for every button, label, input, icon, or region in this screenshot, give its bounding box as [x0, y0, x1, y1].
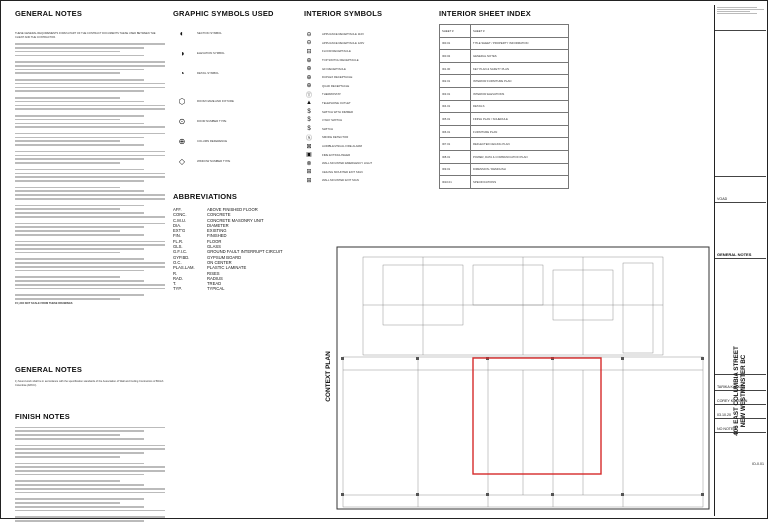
- text-line: [15, 248, 144, 250]
- general-notes-body: [15, 43, 165, 300]
- interior-symbol-label: SMOKE DETECTOR: [322, 135, 349, 140]
- text-line: [15, 434, 120, 436]
- text-line: [15, 115, 144, 117]
- text-line: [15, 480, 120, 482]
- highlighted-unit: [473, 358, 601, 474]
- sheet-title-cell: KEY PLAN & SAFETY PLAN: [471, 62, 569, 75]
- interior-symbol-item: [304, 73, 416, 82]
- text-line: [15, 258, 144, 260]
- general-notes-column: [15, 9, 165, 524]
- abbreviation-meaning: DIAMETER: [207, 222, 229, 228]
- text-line: [15, 87, 165, 89]
- interior-symbol-label: FIRE EXTINGUISHER: [322, 152, 351, 157]
- interior-symbol-label: SWITCH WITH DIMMER: [322, 109, 354, 114]
- abbreviation-meaning: CONCRETE: [207, 212, 231, 218]
- section-symbol-icon: ◐: [179, 28, 185, 38]
- text-line: [15, 83, 165, 85]
- interior-symbol-label: WALL MOUNTED EXIT SIGN: [322, 178, 359, 183]
- abbreviation-code: O.C.: [173, 259, 182, 265]
- graphic-symbols-title: GRAPHIC SYMBOLS USED: [173, 9, 274, 18]
- text-line: [15, 43, 165, 45]
- text-line: [15, 280, 144, 282]
- sheet-title-cell: FURNITURE PLAN: [471, 125, 569, 138]
- project-address: [714, 331, 765, 451]
- text-line: [15, 101, 144, 103]
- sheet-title-cell: DIMENSION / DEMOLISH: [471, 163, 569, 176]
- interior-symbol-item: [304, 125, 416, 134]
- interior-symbol-label: QUAD RECEPTACLE: [322, 83, 350, 88]
- designer-name: TARIKA KAKKAR: [715, 375, 766, 391]
- interior-symbol-item: [304, 39, 416, 48]
- abbreviation-meaning: RADIUS: [207, 275, 223, 281]
- address-line-1: 406 EAST COLUMBIA STREET: [732, 346, 740, 436]
- sheet-title-cell: SPECIFICATIONS: [471, 176, 569, 189]
- receptacle-icon: ⊕: [306, 74, 312, 81]
- table-row: [440, 125, 569, 138]
- text-line: [15, 69, 144, 71]
- text-line: [15, 216, 165, 218]
- drawing-scale: NO NOTED: [715, 419, 766, 433]
- sheet-number-cell: ID3.01: [440, 87, 471, 100]
- abbreviation-code: RAD.: [173, 275, 184, 281]
- sheet-number-cell: ID0.02: [440, 50, 471, 63]
- graphic-symbol-label: DETAIL SYMBOL: [197, 71, 219, 75]
- interior-symbol-label: TOP SWITCH RECEPTACLE: [322, 58, 359, 63]
- general-notes-intro: THESE GENERAL REQUIREMENTS FORM A PART OF THE CONTRACT DOCUMENTS THESE USED BETWEEN THE CLIENT AND THE CONTRACTOR.: [15, 32, 156, 39]
- abbreviation-code: DIA.: [173, 222, 182, 228]
- smoke-detector-icon: Ⓢ: [305, 135, 312, 142]
- floor-receptacle-icon: ⊟: [306, 48, 312, 55]
- table-row: [440, 113, 569, 126]
- table-row: [440, 37, 569, 50]
- graphic-symbol-item: [173, 154, 288, 168]
- receptacle-icon: ⊕: [306, 57, 312, 64]
- text-line: [15, 137, 144, 139]
- abbreviation-meaning: RISES: [207, 270, 220, 276]
- interior-symbol-item: [304, 133, 416, 142]
- text-line: [15, 262, 165, 264]
- interior-symbol-item: [304, 56, 416, 65]
- text-line: [15, 430, 144, 432]
- abbreviation-code: C.M.U.: [173, 217, 187, 223]
- sheet-title: GENERAL NOTES: [715, 203, 766, 259]
- finish-notes-title: FINISH NOTES: [15, 411, 70, 421]
- receptacle-icon: ⊕: [306, 83, 312, 90]
- text-line: [15, 234, 144, 236]
- graphic-symbol-item: [173, 26, 288, 40]
- text-line: [15, 208, 120, 210]
- receptacle-icon: ⊕: [306, 66, 312, 73]
- abbreviation-code: TYP.: [173, 286, 182, 292]
- graphic-symbol-label: WINDOW NUMBER TYPE: [197, 159, 231, 163]
- interior-symbol-label: APPLIANCE RECEPTACLE 110V: [322, 32, 365, 37]
- interior-symbol-item: [304, 116, 416, 125]
- text-line: [15, 520, 144, 522]
- text-line: [15, 241, 165, 243]
- text-line: [15, 276, 120, 278]
- sheet-title-cell: REFLECTED CEILING PLAN: [471, 138, 569, 151]
- sheet-number: ID-0.01: [752, 462, 764, 466]
- text-line: [15, 72, 120, 74]
- abbreviation-code: GLS.: [173, 244, 183, 250]
- interior-symbol-item: [304, 168, 416, 177]
- text-line: [15, 90, 144, 92]
- abbreviation-code: EXT'G: [173, 228, 186, 234]
- table-row: [440, 75, 569, 88]
- text-line: [15, 155, 165, 157]
- project-name: VOAD: [715, 177, 766, 203]
- table-row: [440, 62, 569, 75]
- interior-symbol-item: [304, 64, 416, 73]
- interior-symbol-item: [304, 30, 416, 39]
- table-row: [440, 87, 569, 100]
- duplex-receptacle-icon: ⊖: [306, 31, 312, 38]
- interior-symbol-label: APPLIANCE RECEPTACLE 120V: [322, 40, 365, 45]
- abbreviation-meaning: FLOOR: [207, 238, 222, 244]
- table-row: [440, 138, 569, 151]
- abbreviation-meaning: GLASS: [207, 244, 221, 250]
- interior-symbol-item: [304, 90, 416, 99]
- column-reference-icon: ⊕: [178, 136, 186, 146]
- sheet-index-header: [440, 25, 569, 38]
- window-number-icon: ◇: [178, 156, 186, 166]
- abbreviation-meaning: GROUND FAULT INTERRUPT CIRCUIT: [207, 249, 283, 255]
- interior-symbol-label: DUPLEX RECEPTACLE: [322, 75, 353, 80]
- graphic-symbol-item: [173, 66, 288, 80]
- sheet-index-title: INTERIOR SHEET INDEX: [439, 9, 531, 18]
- interior-symbol-label: 3 WAY SWITCH: [322, 118, 343, 123]
- text-line: [15, 144, 144, 146]
- text-line: [15, 244, 165, 246]
- graphic-symbol-label: SECTION SYMBOL: [197, 31, 222, 35]
- interior-symbol-item: [304, 142, 416, 151]
- text-line: [15, 123, 144, 125]
- sheet-title-cell: TITLE SHEET / PROPERTY INFORMATION: [471, 37, 569, 50]
- text-line: [15, 488, 165, 490]
- duplex-receptacle-icon: ⊖: [306, 40, 312, 47]
- table-row: [440, 163, 569, 176]
- exit-sign-icon: ⊞: [306, 169, 312, 176]
- sheet-title-cell: INTERIOR ELEVATIONS: [471, 87, 569, 100]
- text-line: [15, 484, 144, 486]
- text-line: [15, 105, 165, 107]
- text-line: [15, 474, 144, 476]
- graphic-symbol-label: COLUMN REFERENCE: [197, 139, 228, 143]
- text-line: [15, 162, 120, 164]
- text-line: [15, 438, 144, 440]
- switch-icon: $: [307, 108, 311, 115]
- abbreviation-meaning: PLASTIC LAMINATE: [207, 265, 247, 271]
- sheet-number-cell: ID1.00: [440, 62, 471, 75]
- text-line: [15, 169, 144, 171]
- text-line: [15, 79, 144, 81]
- text-line: [15, 140, 120, 142]
- thermostat-icon: Ⓣ: [305, 92, 312, 99]
- interior-symbol-item: [304, 107, 416, 116]
- interior-symbol-item: [304, 82, 416, 91]
- text-line: [15, 445, 165, 447]
- sheet-index-header-cell: SHEET #: [440, 25, 471, 38]
- abbreviations-list: [173, 207, 288, 292]
- text-line: [15, 151, 165, 153]
- abbreviation-meaning: ABOVE FINISHED FLOOR: [207, 207, 258, 212]
- text-line: [15, 516, 165, 518]
- text-line: [15, 198, 165, 200]
- sheet-index-table: [439, 24, 569, 189]
- text-line: [15, 427, 165, 429]
- door-number-icon: ⊙: [178, 116, 186, 126]
- fire-alarm-icon: ⊠: [306, 143, 312, 150]
- text-line: [15, 212, 144, 214]
- text-line: [15, 65, 165, 67]
- text-line: [15, 506, 144, 508]
- graphic-symbol-label: DOOR NUMBER TYPE: [197, 119, 227, 123]
- text-line: [15, 456, 120, 458]
- text-line: [15, 498, 144, 500]
- switch-icon: $: [307, 125, 311, 132]
- general-notes-2-body: 1) Sound work shall be in accordance with the specification standards of the Association of Wall and Ceiling Contractors of British Columbia (AWCC).: [15, 380, 164, 388]
- text-line: [15, 288, 165, 290]
- interior-symbol-item: [304, 159, 416, 168]
- abbreviation-code: R.: [173, 270, 178, 276]
- detail-symbol-icon: ◔: [179, 68, 185, 78]
- text-line: [15, 502, 120, 504]
- text-line: [15, 108, 165, 110]
- exit-sign-icon: ⊞: [306, 177, 312, 184]
- abbreviation-meaning: CONCRETE MASONRY UNIT: [207, 217, 264, 223]
- sheet-number-cell: ID5.01: [440, 113, 471, 126]
- graphic-symbol-label: ELEVATION SYMBOL: [197, 51, 225, 55]
- table-row: [440, 50, 569, 63]
- sheet-number-cell: ID8.01: [440, 150, 471, 163]
- interior-symbols-column: [304, 9, 416, 185]
- interior-symbol-item: [304, 99, 416, 108]
- abbreviation-code: CONC.: [173, 212, 187, 218]
- abbreviation-code: FL.R.: [173, 238, 184, 244]
- text-line: [15, 194, 165, 196]
- abbreviation-code: T.: [173, 281, 177, 287]
- text-line: [15, 97, 120, 99]
- interior-symbol-label: AUDIBLE/VISUAL FIRE ALARM: [322, 144, 362, 149]
- interior-symbol-item: [304, 47, 416, 56]
- text-line: [15, 205, 144, 207]
- general-notes-2-title: GENERAL NOTES: [15, 365, 83, 375]
- text-line: [15, 463, 144, 465]
- interior-symbol-item: [304, 150, 416, 159]
- text-line: [15, 510, 165, 512]
- general-notes-last: 15.) DO NOT SCALE FROM THESE DRAWINGS: [15, 301, 73, 305]
- switch-icon: $: [307, 117, 311, 124]
- sheet-number-cell: ID6.01: [440, 125, 471, 138]
- abbreviation-code: G.F.I.C.: [173, 249, 188, 255]
- text-line: [15, 126, 165, 128]
- text-line: [15, 190, 144, 192]
- interior-symbol-label: CEILING MOUNTED EXIT SIGN: [322, 169, 363, 174]
- text-line: [15, 270, 144, 272]
- interior-symbol-label: WALL MOUNTED EMERGENCY LIGHT: [322, 161, 373, 166]
- text-line: [15, 119, 120, 121]
- text-line: [15, 51, 120, 53]
- sheet-title-cell: POWER, DATA & COMMUNICATION PLAN: [471, 150, 569, 163]
- abbreviation-meaning: EXISTING: [207, 228, 227, 234]
- graphic-symbol-label: ROOM NAME AND FIXTURE: [197, 99, 234, 103]
- text-line: [15, 176, 165, 178]
- graphic-symbols-list: [173, 26, 288, 168]
- drawing-date: 03.10.20: [715, 405, 766, 419]
- reviewer-name: COREY KLASSEN: [715, 391, 766, 405]
- text-line: [15, 55, 144, 57]
- context-plan-drawing: [323, 245, 711, 511]
- sheet-number-cell: ID2.01: [440, 75, 471, 88]
- interior-symbol-label: GFI RECEPTACLE: [322, 66, 346, 71]
- sheet-title-cell: DETAILS: [471, 100, 569, 113]
- address-line-2: NEW WESTMINSTER BC: [739, 354, 747, 428]
- text-line: [15, 294, 144, 296]
- interior-symbol-label: TELEPHONE OUTLET: [322, 101, 351, 106]
- abbreviation-code: AFF.: [173, 207, 182, 212]
- abbreviation-code: FIN.: [173, 233, 181, 239]
- interior-symbol-label: FLOOR RECEPTACLE: [322, 49, 351, 54]
- text-line: [15, 173, 165, 175]
- interior-symbol-label: SWITCH: [322, 126, 334, 131]
- sheet-number-cell: ID9.01: [440, 163, 471, 176]
- interior-symbol-label: THERMOSTAT: [322, 92, 341, 97]
- sheet-number-cell: ID4.01: [440, 100, 471, 113]
- sheet-number-cell: ID7.01: [440, 138, 471, 151]
- context-plan-label: CONTEXT PLAN: [324, 350, 332, 402]
- graphic-symbol-item: [173, 46, 288, 60]
- text-line: [15, 452, 144, 454]
- sheet-index-header-cell: SHEET #: [471, 25, 569, 38]
- graphic-symbols-column: [173, 9, 288, 292]
- table-row: [440, 176, 569, 189]
- abbreviation-meaning: TREAD: [207, 281, 222, 287]
- text-line: [15, 466, 165, 468]
- text-line: [15, 133, 165, 135]
- graphic-symbol-item: [173, 94, 288, 108]
- sheet-number-cell: ID10.01: [440, 176, 471, 189]
- telephone-icon: ▲: [306, 100, 312, 107]
- sheet-title-cell: INTERIOR FURNITURE PLAN: [471, 75, 569, 88]
- title-block-revisions: [715, 31, 766, 177]
- sheet-title-cell: FINISH PLAN / SCHEDULE: [471, 113, 569, 126]
- emergency-light-icon: ⊗: [306, 160, 312, 167]
- abbreviation-meaning: ON CENTER: [207, 259, 232, 265]
- title-block-disclaimer: [715, 5, 766, 31]
- abbreviations-title: ABBREVIATIONS: [173, 192, 238, 201]
- abbreviation-meaning: GYPSUM BOARD: [207, 254, 242, 260]
- text-line: [15, 226, 144, 228]
- table-row: [440, 150, 569, 163]
- text-line: [15, 492, 165, 494]
- interior-symbol-item: [304, 176, 416, 185]
- text-line: [15, 448, 165, 450]
- text-line: [15, 266, 165, 268]
- text-line: [15, 180, 144, 182]
- interior-symbols-title: INTERIOR SYMBOLS: [304, 9, 383, 18]
- table-row: [440, 100, 569, 113]
- text-line: [15, 298, 120, 300]
- sheet-number-cell: ID0.01: [440, 37, 471, 50]
- fire-sprinkler-icon: ▣: [306, 152, 312, 159]
- graphic-symbol-item: [173, 134, 288, 148]
- text-line: [15, 158, 144, 160]
- interior-symbols-list: [304, 30, 416, 185]
- text-line: [15, 223, 165, 225]
- finish-notes-body: [15, 427, 165, 522]
- elevation-symbol-icon: ◑: [179, 48, 185, 58]
- text-line: [15, 187, 120, 189]
- text-line: [15, 252, 120, 254]
- text-line: [15, 47, 144, 49]
- abbreviation-meaning: TYPICAL: [207, 286, 225, 292]
- text-line: [15, 284, 165, 286]
- abbreviation-meaning: FINISHED: [207, 233, 227, 239]
- sheet-title-cell: GENERAL NOTES: [471, 50, 569, 63]
- graphic-symbol-item: [173, 114, 288, 128]
- room-number-icon: ⬡: [178, 96, 186, 106]
- general-notes-title: GENERAL NOTES: [15, 9, 83, 18]
- sheet-index-column: [439, 9, 569, 189]
- text-line: [15, 470, 165, 472]
- abbreviation-code: PLAS.LAM.: [173, 265, 195, 271]
- text-line: [15, 230, 120, 232]
- text-line: [15, 61, 165, 63]
- abbreviation-code: GYP.BD.: [173, 254, 190, 260]
